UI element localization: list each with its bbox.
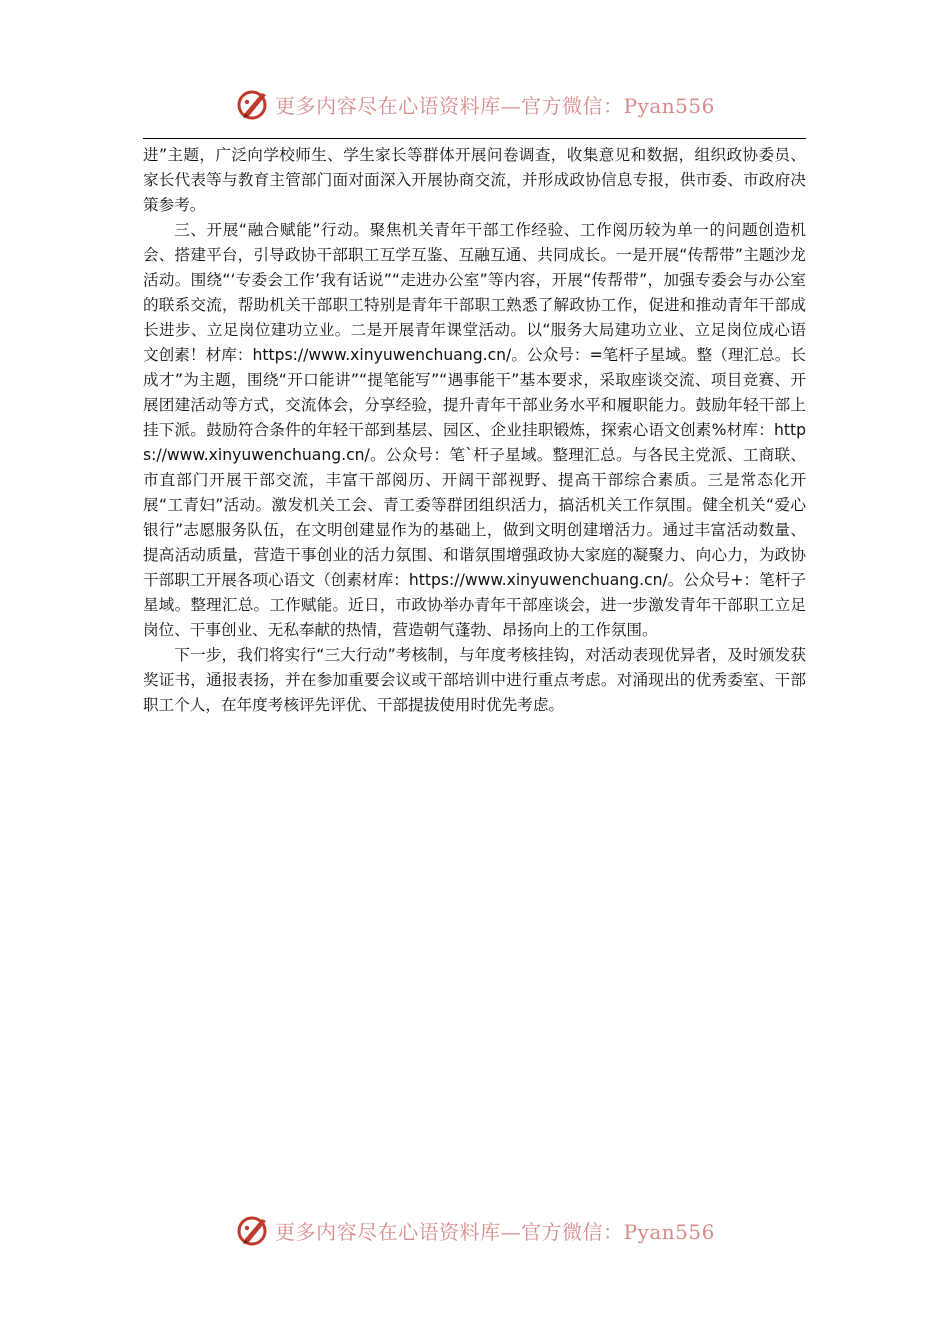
pen-circle-logo-icon — [235, 1212, 271, 1248]
document-body — [143, 143, 806, 718]
pen-circle-logo-icon — [235, 86, 271, 122]
header-watermark-text: 更多内容尽在心语资料库—官方微信：Pyan556 — [275, 93, 715, 118]
paragraph-integration-empowerment: 三、开展“融合赋能”行动。聚焦机关青年干部工作经验、工作阅历较为单一的问题创造机会、搭建平台，引导政协干部职工互学互鉴、互融互通、共同成长。一是开展“传帮带”主题沙龙活动。围绕“‘专委会工作’我有话说”“走进办公室”等内容，开展“传帮带”，加强专委会与办公室的联系交流，帮助机关干部职工特别是青年干部职工熟悉了解政协工作，促进和推动青年干部成长进步、立足岗位建功立业。二是开展青年课堂活动。以“服务大局建功立业、立足岗位成心语文创素！材库：https://www.xinyuwenchuang.cn/。公众号：=笔杆子星域。整（理汇总。长成才”为主题，围绕“开口能讲”“提笔能写”“遇事能干”基本要求，采取座谈交流、项目竞赛、开展团建活动等方式，交流体会，分享经验，提升青年干部业务水平和履职能力。鼓励年轻干部上挂下派。鼓励符合条件的年轻干部到基层、园区、企业挂职锻炼，探索心语文创素%材库：https://www.xinyuwenchuang.cn/。公众号：笔`杆子星域。整理汇总。与各民主党派、工商联、市直部门开展干部交流，丰富干部阅历、开阔干部视野、提高干部综合素质。三是常态化开展“工青妇”活动。激发机关工会、青工委等群团组织活力，搞活机关工作氛围。健全机关“爱心银行”志愿服务队伍，在文明创建显作为的基础上，做到文明创建增活力。通过丰富活动数量、提高活动质量，营造干事创业的活力氛围、和谐氛围增强政协大家庭的凝聚力、向心力，为政协干部职工开展各项心语文（创素材库：https://www.xinyuwenchuang.cn/。公众号+：笔杆子星域。整理汇总。工作赋能。近日，市政协举办青年干部座谈会，进一步激发青年干部职工立足岗位、干事创业、无私奉献的热情，营造朝气蓬勃、昂扬向上的工作氛围。 — [143, 221, 806, 639]
footer-watermark-banner — [0, 1208, 950, 1252]
header-divider — [143, 138, 806, 139]
paragraph-next-steps: 下一步，我们将实行“三大行动”考核制，与年度考核挂钩，对活动表现优异者，及时颁发获奖证书，通报表扬，并在参加重要会议或干部培训中进行重点考虑。对涌现出的优秀委室、干部职工个人，在年度考核评先评优、干部提拔使用时优先考虑。 — [143, 646, 806, 714]
header-watermark-banner — [0, 82, 950, 126]
footer-watermark-text: 更多内容尽在心语资料库—官方微信：Pyan556 — [275, 1219, 715, 1244]
paragraph-continued: 进”主题，广泛向学校师生、学生家长等群体开展问卷调查，收集意见和数据，组织政协委员、家长代表等与教育主管部门面对面深入开展协商交流，并形成政协信息专报，供市委、市政府决策参考。 — [143, 146, 806, 214]
